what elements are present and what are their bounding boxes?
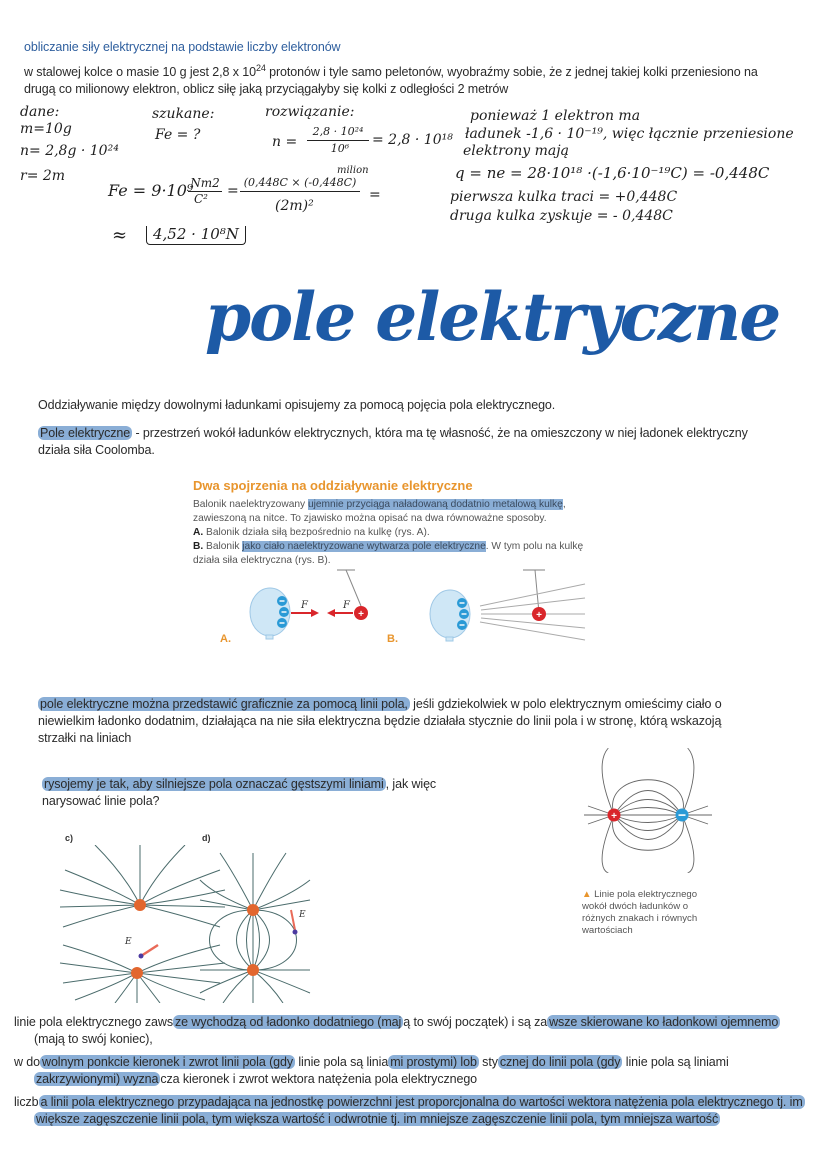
draw-highlight: rysojemy je tak, aby silniejsze pola oznaczać gęstszymi liniami — [44, 777, 384, 791]
rule-text: (mają to swój koniec), — [34, 1032, 153, 1046]
szukane-label: szukane: — [152, 106, 215, 122]
rule-1 — [14, 1014, 814, 1048]
n-result: = 2,8 · 10¹⁸ — [372, 132, 453, 148]
tb-label-a: A. — [193, 527, 204, 538]
problem-heading: obliczanie siły elektrycznej na podstawie liczby elektronów — [24, 40, 341, 54]
dipole-field-svg — [580, 748, 728, 873]
note-right-1: ponieważ 1 elektron ma — [470, 108, 641, 124]
first-ball-charge: pierwsza kulka traci = +0,448C — [450, 189, 678, 205]
tb-highlight: jako ciało naelektryzowane wytwarza pole elektryczne — [242, 541, 486, 552]
e-vector-label: E — [299, 910, 306, 920]
fe-equals: = — [227, 183, 239, 199]
force-label: F — [343, 600, 350, 611]
fe-lhs: Fe = 9·10⁹ — [108, 181, 194, 200]
figure-b — [387, 570, 585, 645]
fe-equals-2: = — [369, 187, 381, 203]
draw-text-2: narysować linie pola? — [42, 794, 160, 808]
final-result: 4,52 · 10⁸N — [146, 226, 246, 245]
rule-highlight: zakrzywionymi) wyzna — [36, 1072, 159, 1086]
problem-line-2: drugą co milionowy elektron, oblicz siłę jaką przyciągałyby się kolki z odległości 2 metrów — [24, 82, 509, 97]
n-denominator: 10⁶ — [330, 142, 350, 155]
dipole-figure — [580, 748, 728, 943]
dane-label: dane: — [20, 104, 60, 120]
approx-sign: ≈ — [112, 225, 128, 246]
fe-unit-denominator: C² — [194, 192, 208, 206]
triangle-marker-icon: ▲ — [582, 889, 592, 900]
intro-line: Oddziaływanie między dowolnymi ładunkami opisujemy za pomocą pojęcia pola elektrycznego. — [38, 398, 556, 412]
rule-text: liczb — [14, 1095, 39, 1109]
balloon-figure — [215, 568, 615, 648]
field-lines-paragraph — [38, 696, 818, 747]
figure-d-label: d) — [202, 833, 211, 843]
svg-text:+: + — [358, 609, 364, 620]
dane-mass: m=10g — [20, 121, 72, 137]
field-lines-highlight: pole elektryczne można przedstawić graficznie za pomocą linii pola, — [40, 697, 408, 711]
rule-text: linie pola są liniami — [622, 1055, 729, 1069]
figures-cd — [55, 833, 315, 1003]
draw-paragraph — [42, 776, 472, 810]
rule-text: linie pola są linia — [294, 1055, 389, 1069]
tb-label-b: B. — [193, 541, 204, 552]
definition — [38, 425, 808, 459]
rule-text: sty — [478, 1055, 498, 1069]
second-ball-charge: druga kulka zyskuje = - 0,448C — [450, 208, 673, 224]
note-right-3: elektrony mają — [463, 143, 569, 159]
tb-text: działa siła elektryczna (rys. B). — [193, 555, 331, 566]
rule-highlight: cznej do linii pola (gdy — [499, 1055, 621, 1069]
n-numerator: 2,8 · 10²⁴ — [307, 124, 369, 141]
rule-highlight: a linii pola elektrycznego przypadająca na jednostkę powierzchni jest proporcjonalna do wartości wektora natężenia pola elektrycznego tj. im większe zagęszczenie linii pola, tym większa wartość i odwrotnie tj. im mniejsze zagęszczenie linii pola, tym mniejsza wartość — [36, 1095, 803, 1126]
charge-equation: q = ne = 28·10¹⁸ ·(-1,6·10⁻¹⁹C) = -0,448C — [455, 164, 770, 182]
n-lhs: n = — [272, 134, 298, 150]
dane-n: n= 2,8g · 10²⁴ — [20, 143, 119, 159]
rule-highlight: wsze skierowane ko ładonkowi ojemnemo — [549, 1015, 779, 1029]
textbook-excerpt — [193, 478, 613, 568]
rule-highlight: wolnym ponkcie kieronek i zwrot linii pola (gdy — [42, 1055, 293, 1069]
definition-text: - przestrzeń wokół ładunków elektrycznych, która ma tę własność, że na omieszczony w niej ładonek elektryczny — [132, 426, 748, 440]
field-lines-text: jeśli gdziekolwiek w polo elektrycznym omieścimy ciało o — [409, 697, 722, 711]
e-vector-label: E — [125, 937, 132, 947]
tb-highlight: ujemnie przyciąga naładowaną dodatnio metalową kulkę — [307, 499, 563, 510]
definition-text-2: działa siła Coolomba. — [38, 443, 155, 457]
textbook-title: Dwa spojrzenia na oddziaływanie elektryczne — [193, 478, 473, 493]
field-lines-svg — [55, 845, 315, 1003]
page-title: pole elektryczne — [205, 278, 780, 356]
figure-d — [200, 853, 310, 1003]
dipole-caption — [582, 889, 722, 937]
rules-list — [14, 1014, 814, 1128]
field-lines-text-2: niewielkim ładonko dodatnim, działająca na nie siła elektryczna będzie działała stycznie do linii pola i w stronę, którą wskazoją — [38, 714, 722, 728]
rule-text: w do — [14, 1055, 41, 1069]
rule-highlight: mi prostymi) lob — [390, 1055, 477, 1069]
rule-text: ą to swój początek) i są za — [403, 1015, 548, 1029]
figure-c — [60, 845, 225, 1003]
rule-2 — [14, 1054, 814, 1088]
rozwiazanie-label: rozwiązanie: — [265, 104, 355, 120]
problem-text-part: protonów i tyle samo peletonów, wyobraźmy sobie, że z jednej takiej kolki przeniesiono na — [265, 65, 758, 80]
rule-3 — [14, 1094, 814, 1128]
dane-r: r= 2m — [20, 168, 66, 184]
milion-note: milion — [337, 165, 369, 176]
field-lines-text-3: strzałki na liniach — [38, 731, 132, 745]
tb-text: zawieszoną na nitce. To zjawisko można opisać na dwa równoważne sposoby. — [193, 513, 547, 524]
svg-text:+: + — [536, 610, 542, 621]
svg-text:A.: A. — [220, 633, 231, 645]
tb-text: . W tym polu na kulkę — [485, 541, 584, 552]
tb-text: Balonik działa siłą bezpośrednio na kulkę (rys. A). — [203, 527, 430, 538]
fe-numerator: (0,448C × (-0,448C) — [240, 175, 360, 192]
fe-unit-numerator: Nm2 — [188, 175, 222, 192]
draw-text: , jak więc — [385, 777, 437, 791]
problem-line-1 — [24, 60, 824, 81]
figure-a — [220, 570, 368, 645]
svg-text:B.: B. — [387, 633, 398, 645]
rule-text: cza kieronek i zwrot wektora natężenia pola elektrycznego — [160, 1072, 478, 1086]
textbook-body — [193, 498, 613, 568]
definition-term: Pole elektryczne — [40, 426, 131, 440]
rule-highlight: ze wychodzą od ładonko dodatniego (maj — [175, 1015, 402, 1029]
tb-text: , — [562, 499, 566, 510]
szukane-fe: Fe = ? — [155, 127, 201, 143]
force-label: F — [301, 600, 308, 611]
note-right-2: ładunek -1,6 · 10⁻¹⁹, więc łącznie przeniesione — [465, 126, 794, 142]
plus-charge: + — [611, 811, 617, 822]
minus-charge — [679, 814, 686, 816]
balloon-figures-svg — [215, 568, 615, 648]
tb-text: Balonik naelektryzowany — [193, 499, 308, 510]
problem-text-part: w stalowej kolce o masie 10 g jest 2,8 x 10 — [24, 65, 256, 80]
tb-text: Balonik — [203, 541, 243, 552]
fe-denominator: (2m)² — [275, 198, 314, 214]
rule-text: linie pola elektrycznego zaws — [14, 1015, 173, 1029]
figure-c-label: c) — [65, 833, 74, 843]
problem-text — [24, 60, 824, 98]
caption-text: Linie pola elektrycznego wokół dwóch ładunków o różnych znakach i równych wartościach — [582, 889, 698, 936]
exponent: 24 — [255, 63, 266, 73]
